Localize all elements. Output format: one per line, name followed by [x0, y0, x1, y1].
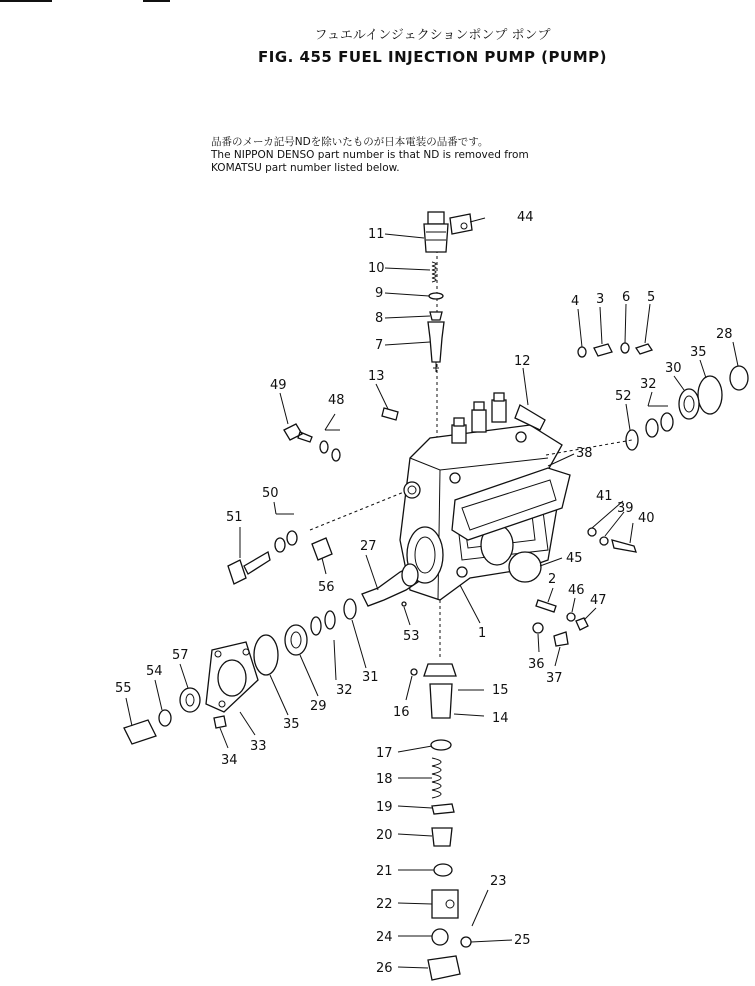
callout-21: 21: [376, 864, 393, 879]
callout-1: 1: [478, 626, 487, 641]
part-36-washer: [533, 623, 543, 633]
part-17-seat: [431, 740, 451, 750]
note-line-1: The NIPPON DENSO part number is that ND is removed from: [211, 149, 529, 161]
part-41-clip: [588, 528, 596, 536]
part-46-washer: [567, 613, 575, 621]
callout-15: 15: [492, 683, 509, 698]
part-9-gasket: [429, 293, 443, 299]
callout-22: 22: [376, 897, 393, 912]
part-44-plate: [450, 214, 472, 234]
callout-38: 38: [576, 446, 593, 461]
callout-55: 55: [115, 681, 132, 696]
callout-49: 49: [270, 378, 287, 393]
part-55-collar: [124, 720, 156, 744]
part-32-shim-a: [661, 413, 673, 431]
callout-56: 56: [318, 580, 335, 595]
callout-41: 41: [596, 489, 613, 504]
part-45-oring: [509, 552, 541, 582]
part-19-seat: [432, 804, 454, 814]
part-25-bushing: [461, 937, 471, 947]
callout-39: 39: [617, 501, 634, 516]
part-21-shim: [434, 864, 452, 876]
figure-title-japanese: フュエルインジェクションポンプ ポンプ: [314, 28, 551, 43]
part-35-oring-left: [254, 635, 278, 675]
callout-8: 8: [375, 311, 384, 326]
callout-35-left: 35: [283, 717, 300, 732]
part-26-plug: [428, 956, 460, 980]
part-29-bearing: [285, 625, 307, 655]
callout-11: 11: [368, 227, 385, 242]
callout-6: 6: [622, 290, 631, 305]
callout-3: 3: [596, 292, 605, 307]
callout-28: 28: [716, 327, 733, 342]
callout-35-right: 35: [690, 345, 707, 360]
callout-46: 46: [568, 583, 585, 598]
callout-14: 14: [492, 711, 509, 726]
callout-12: 12: [514, 354, 531, 369]
callout-23: 23: [490, 874, 507, 889]
callout-54: 54: [146, 664, 163, 679]
part-10-spring: [432, 262, 436, 282]
part-34-bolt: [214, 716, 226, 728]
callout-29: 29: [310, 699, 327, 714]
callout-26: 26: [376, 961, 393, 976]
part-3-screw: [594, 344, 612, 356]
callout-47: 47: [590, 593, 607, 608]
part-32-shim-d: [311, 617, 321, 635]
part-4-washer: [578, 347, 586, 357]
callout-52: 52: [615, 389, 632, 404]
callout-40: 40: [638, 511, 655, 526]
part-11-holder: [424, 212, 448, 252]
callout-33: 33: [250, 739, 267, 754]
part-6-ring: [621, 343, 629, 353]
part-28-gear: [730, 366, 748, 390]
callout-2: 2: [548, 572, 557, 587]
part-20-plunger: [432, 828, 452, 846]
note-line-2: KOMATSU part number listed below.: [211, 162, 400, 174]
part-49-bolt: [284, 424, 312, 442]
callout-32-right: 32: [640, 377, 657, 392]
callout-34: 34: [221, 753, 238, 768]
part-2-stud: [536, 600, 556, 612]
callout-5: 5: [647, 290, 656, 305]
callout-51: 51: [226, 510, 243, 525]
part-48-gasket-b: [332, 449, 340, 461]
note-line-japanese: 品番のメーカ記号NDを除いたものが日本電装の品番です。: [211, 136, 489, 148]
callout-30: 30: [665, 361, 682, 376]
callout-7: 7: [375, 338, 384, 353]
part-32-shim-c: [325, 611, 335, 629]
callout-4: 4: [571, 294, 580, 309]
part-30-bearing: [679, 389, 699, 419]
callout-20: 20: [376, 828, 393, 843]
part-5-bolt: [636, 344, 652, 354]
part-13-bolt: [382, 408, 398, 420]
part-8-valve: [430, 312, 442, 320]
part-35-oring-right: [698, 376, 722, 414]
part-40-bolt: [612, 540, 636, 552]
callout-18: 18: [376, 772, 393, 787]
callout-27: 27: [360, 539, 377, 554]
callout-10: 10: [368, 261, 385, 276]
callout-25: 25: [514, 933, 531, 948]
callout-16: 16: [393, 705, 410, 720]
callout-36: 36: [528, 657, 545, 672]
part-47-nut: [576, 618, 588, 630]
part-53-key: [402, 602, 406, 606]
callout-57: 57: [172, 648, 189, 663]
part-50-gasket-a: [275, 538, 285, 552]
callout-48: 48: [328, 393, 345, 408]
callout-9: 9: [375, 286, 384, 301]
callout-44: 44: [517, 210, 534, 225]
part-50-gasket-b: [287, 531, 297, 545]
part-57-bearing: [180, 688, 200, 712]
part-24-roller: [432, 929, 448, 945]
part-7-valve-seat: [428, 322, 444, 362]
callout-53: 53: [403, 629, 420, 644]
part-32-shim-b: [646, 419, 658, 437]
part-16-screw: [411, 669, 417, 675]
callout-37: 37: [546, 671, 563, 686]
part-14-plunger-barrel: [430, 684, 452, 718]
part-31-oil-seal: [344, 599, 356, 619]
callout-13: 13: [368, 369, 385, 384]
callout-19: 19: [376, 800, 393, 815]
part-18-spring: [432, 758, 441, 798]
callout-32-left: 32: [336, 683, 353, 698]
callout-24: 24: [376, 930, 393, 945]
part-23-pin: [472, 890, 488, 926]
callout-45: 45: [566, 551, 583, 566]
callout-50: 50: [262, 486, 279, 501]
part-56-sleeve: [312, 538, 332, 560]
figure-title: FIG. 455 FUEL INJECTION PUMP (PUMP): [258, 48, 607, 66]
part-51-banjo-bolt: [228, 552, 270, 584]
part-39-washer: [600, 537, 608, 545]
callout-17: 17: [376, 746, 393, 761]
part-37-plug: [554, 632, 568, 646]
part-15-sleeve: [424, 664, 456, 676]
callout-31: 31: [362, 670, 379, 685]
part-54-snap-ring: [159, 710, 171, 726]
part-48-gasket-a: [320, 441, 328, 453]
part-52-ring: [626, 430, 638, 450]
